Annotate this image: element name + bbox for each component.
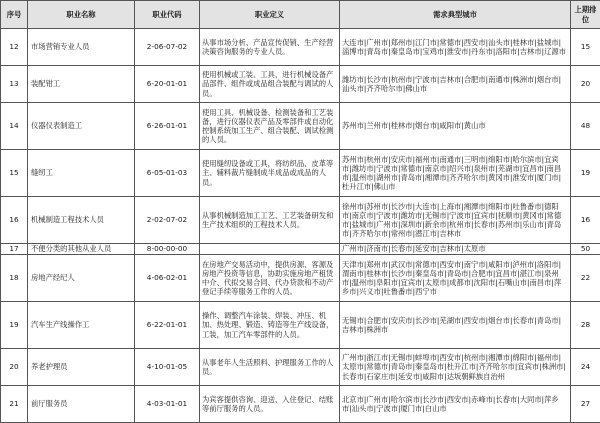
cell-demand-cities: 大连市|广州市|郑州市|江门市|常德市|西安市|汕头市|桂林市|盐城市|淄博市|青岛市|秦皇岛市|宝鸡市|淮安市|丹东市|洛阳市|吉林市|辽源市 — [340, 29, 571, 66]
table-row — [1, 255, 600, 302]
cell-job-name: 机械制造工程技术人员 — [28, 197, 135, 244]
table-row — [1, 150, 600, 197]
cell-no: 21 — [1, 386, 28, 423]
table-row — [1, 103, 600, 150]
cell-job-name: 装配钳工 — [28, 66, 135, 103]
cell-job-definition: 操作、调整汽车涂装、焊装、冲压、机加、热处理、锻造、铸造等生产线设备，工装，加工汽车零部件的人员。 — [200, 302, 340, 349]
cell-job-code: 2-02-07-02 — [135, 197, 200, 244]
header-no: 序号 — [1, 1, 28, 29]
cell-job-name: 不便分类的其他从业人员 — [28, 244, 135, 255]
cell-last-rank: 15 — [571, 29, 600, 66]
header-job-definition: 职业定义 — [200, 1, 340, 29]
table-row — [1, 197, 600, 244]
cell-last-rank: 24 — [571, 349, 600, 386]
cell-job-definition: 为宾客提供咨询、迎送、入住登记、结账等前厅服务的人员。 — [200, 386, 340, 423]
cell-demand-cities: 潍坊市|长沙市|杭州市|宁波市|吉林市|合肥市|南通市|株洲市|烟台市|汕头市|齐齐哈尔市|佛山市 — [340, 66, 571, 103]
cell-job-code: 2-06-07-02 — [135, 29, 200, 66]
cell-last-rank: 48 — [571, 103, 600, 150]
cell-job-definition: 从事机械制造加工工艺、工艺装备研发和生产技术组织的工程技术人员。 — [200, 197, 340, 244]
cell-job-code: 8-00-00-00 — [135, 244, 200, 255]
cell-no: 19 — [1, 302, 28, 349]
cell-no: 17 — [1, 244, 28, 255]
cell-job-definition: 从事市场分析、产品宣传促销、生产经营决策咨询服务的专业人员。 — [200, 29, 340, 66]
cell-demand-cities: 北京市|广州市|哈尔滨市|长沙市|西安市|赤峰市|长春市|大同市|萍乡市|汕头市|宁波市|厦门市|白山市 — [340, 386, 571, 423]
cell-job-name: 市场营销专业人员 — [28, 29, 135, 66]
cell-demand-cities: 广州市|浙江市|无锡市|蚌埠市|西安市|杭州市|湘潭市|绵阳市|福州市|太原市|常德市|青岛市|秦皇岛市|杜升江市|齐齐哈尔市|宜宾市|株洲市|长春市|石家庄市|延安市|咸阳市|达坂朝鲜族自治州 — [340, 349, 571, 386]
cell-job-definition: 使用缝纫设备或工具，将纺织品、皮革等主、辅料裁片缝制成半成品或成品的人员。 — [200, 150, 340, 197]
table-row — [1, 66, 600, 103]
table-header-row — [1, 1, 600, 29]
cell-last-rank: 27 — [571, 386, 600, 423]
cell-no: 15 — [1, 150, 28, 197]
cell-job-code: 4-03-01-01 — [135, 386, 200, 423]
cell-job-name: 前厅服务员 — [28, 386, 135, 423]
cell-last-rank: 19 — [571, 150, 600, 197]
table-row — [1, 349, 600, 386]
cell-demand-cities: 天津市|郑州市|武汉市|常德市|西安市|南宁市|咸阳市|泸州市|洛阳市|渭南市|桂林市|长沙市|秦皇岛市|青岛市|合肥市|宜昌市|湛江市|泉州市|温州市|阜阳市|宜宾市|太原市|成都市|沈阳市|石嘴山市|南昌市|萍乡市|兴义市|吐鲁番市|西宁市 — [340, 255, 571, 302]
cell-no: 20 — [1, 349, 28, 386]
cell-last-rank: 28 — [571, 302, 600, 349]
cell-job-name: 缝纫工 — [28, 150, 135, 197]
cell-no: 14 — [1, 103, 28, 150]
cell-demand-cities: 广州市|济南市|长春市|延安市|吉林市|太原市 — [340, 244, 571, 255]
cell-job-definition — [200, 244, 340, 255]
table-row — [1, 29, 600, 66]
table-row — [1, 386, 600, 423]
cell-demand-cities: 苏州市|兰州市|桂林市|烟台市|咸阳市|黄山市 — [340, 103, 571, 150]
cell-demand-cities: 无锡市|合肥市|安庆市|长沙市|芜湖市|西安市|烟台市|长春市|青岛市|吉林市|株洲市 — [340, 302, 571, 349]
header-last-rank: 上期排位 — [571, 1, 600, 29]
cell-job-definition: 从事老年人生活照料、护理服务工作的人员。 — [200, 349, 340, 386]
cell-last-rank: 50 — [571, 244, 600, 255]
cell-job-definition: 使用机械或工装、工具，进行机械设备产品部件、组件或成品组合装配与调试的人员。 — [200, 66, 340, 103]
header-job-code: 职业代码 — [135, 1, 200, 29]
cell-last-rank: 20 — [571, 66, 600, 103]
cell-no: 13 — [1, 66, 28, 103]
cell-no: 12 — [1, 29, 28, 66]
header-job-name: 职业名称 — [28, 1, 135, 29]
cell-job-definition: 在房地产交易活动中，提供房源、客源及房地产投资等信息，协助实施房地产租赁中介、代拟交易合同、代办贷款和不动产登记手续等服务工作的人员。 — [200, 255, 340, 302]
cell-job-name: 仪器仪表制造工 — [28, 103, 135, 150]
cell-job-code: 6-20-01-01 — [135, 66, 200, 103]
cell-no: 16 — [1, 197, 28, 244]
cell-job-name: 汽车生产线操作工 — [28, 302, 135, 349]
cell-job-code: 6-22-01-01 — [135, 302, 200, 349]
cell-last-rank: 22 — [571, 255, 600, 302]
table-row — [1, 244, 600, 255]
table-row — [1, 302, 600, 349]
cell-job-name: 养老护理员 — [28, 349, 135, 386]
cell-job-code: 6-05-01-03 — [135, 150, 200, 197]
cell-job-code: 4-06-02-01 — [135, 255, 200, 302]
cell-no: 18 — [1, 255, 28, 302]
cell-job-code: 6-26-01-01 — [135, 103, 200, 150]
cell-demand-cities: 苏州市|杭州市|安庆市|福州市|南通市|三明市|绵阳市|哈尔滨市|宜宾市|潍坊市|宁波市|常德市|南京市|绍兴市|泉州市|芜湖市|宜昌市|南昌市|温州市|湖州市|青岛市|湘潭市|齐齐哈尔市|黄冈市|淮安市|厦门市|杜升江市|佛山市 — [340, 150, 571, 197]
cell-job-definition: 使用工具、机械设备、检测装备和工艺装备，进行仪器仪表产品及零部件或自动化控制系统加工生产、组合装配、调试检测的人员。 — [200, 103, 340, 150]
cell-job-code: 4-10-01-05 — [135, 349, 200, 386]
cell-last-rank: 16 — [571, 197, 600, 244]
header-demand-cities: 需求典型城市 — [340, 1, 571, 29]
cell-demand-cities: 徐州市|苏州市|长沙市|大连市|上海市|湘潭市|绵阳市|吐鲁番市|德阳市|南京市|宁波市|潍坊市|无锡市|宁波市|宜宾市|抚顺市|黄冈市|常德市|盐城市|广州市|深圳市|新余市|杭州市|长春市|苏州市|乐山市|青岛市|齐齐哈尔市|常州市|潜江市|吉林市 — [340, 197, 571, 244]
cell-job-name: 房地产经纪人 — [28, 255, 135, 302]
